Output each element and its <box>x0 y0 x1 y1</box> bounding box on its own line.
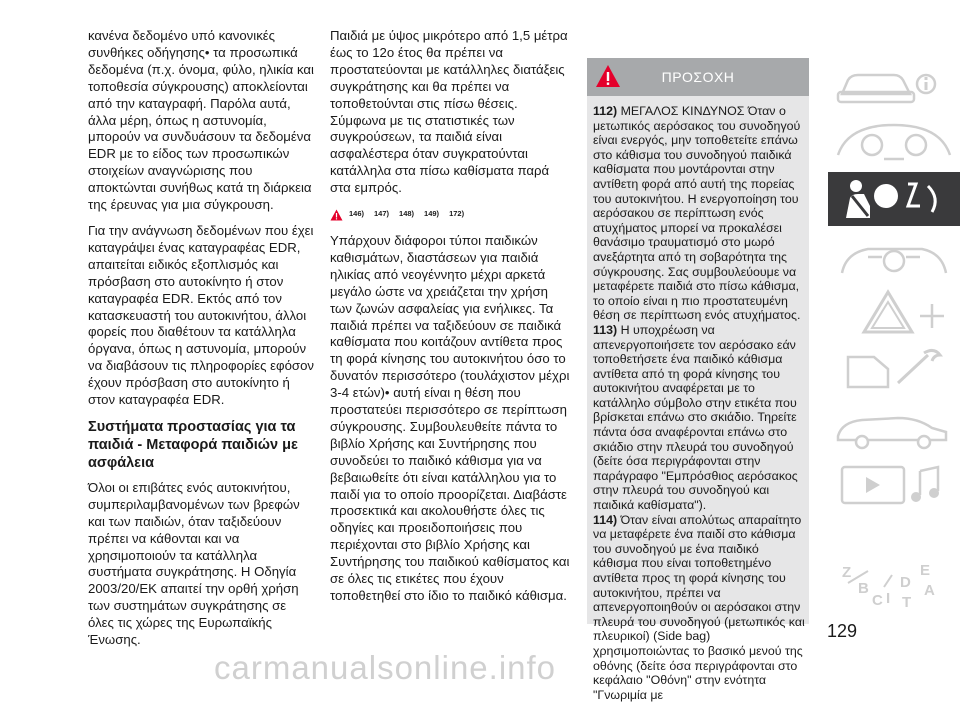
tab-car-info[interactable] <box>828 58 960 112</box>
tab-dashboard[interactable] <box>828 115 960 169</box>
paragraph: Υπάρχουν διάφοροι τύποι παιδικών καθισμάτων, διαστάσεων για παιδιά ηλικίας από νεογέννητο μέχρι αρκετά μεγάλο ώστε να χρειάζεται την χρήση των ζωνών ασφαλείας για ενήλικες. Τα παιδιά πρέπει να ταξιδεύουν σε παιδικά καθίσματα που κοιτάζουν αντίθετα προς τη φορά κίνησης του αυτοκινήτου όσο το δυνατόν περισσότερο (τουλάχιστον μέχρι 3-4 ετών)• αυτή είναι η θέση που προστατεύει περισσότερο σε περίπτωση σύγκρουσης. Συμβουλευθείτε πάντα το βιβλίο Χρήσης και Συντήρησης που συνοδεύει το παιδικό κάθισμα για να βεβαιωθείτε ότι είναι κατάλληλου για το παιδί για το οποίο προορίζεται. Διαβάστε προσεκτικά και ακολουθήστε όλες τις οδηγίες και προειδοποιήσεις που περιέχονται στο βιβλίο Χρήσης και Συντήρησης του παιδικού καθίσματος και σε όλες τις ετικέτες που έχουν τοποθετηθεί στο ίδιο το παιδικό κάθισμα. <box>330 232 570 603</box>
tab-technical-data[interactable] <box>828 400 960 454</box>
warning-number: 113) <box>593 322 618 337</box>
svg-text:B: B <box>858 580 869 597</box>
watermark: carmanualsonline.info <box>214 649 557 686</box>
svg-text:E: E <box>920 562 931 579</box>
svg-text:C: C <box>872 592 883 609</box>
warning-item: Η υποχρέωση να απενεργοποιήσετε τον αερόσακο εάν τοποθετήσετε ένα παιδικό κάθισμα αντίθετα από τη φορά κίνησης του αυτοκινήτου αναφέρεται με το κατάλληλο σύμβολο στην ετικέτα που βρίσκεται επάνω στο σκιάδιο. Τηρείτε πάντα όσα αναφέρονται επάνω στο σκιάδιο στην πλευρά του συνοδηγού (δείτε όσα περιγράφονται στην παράγραφο "Εμπρόσθιος αερόσακος στην πλευρά του συνοδηγού και παιδικά καθίσματα"). <box>593 322 798 513</box>
reference-number[interactable]: 148) <box>399 209 415 219</box>
technical-data-icon <box>828 400 960 454</box>
page-number: 129 <box>827 621 858 641</box>
warning-item: ΜΕΓΑΛΟΣ ΚΙΝΔΥΝΟΣ Όταν ο μετωπικός αερόσακος του συνοδηγού είναι ενεργός, μην τοποθετείτε επάνω στο κάθισμα του συνοδηγού παιδικά καθίσματα που μοντάρονται στην αντίθετη φορά από αυτή της πορείας του αυτοκινήτου. Η ενεργοποίηση του αερόσακου σε περίπτωση ενός ατυχήματος μπορεί να προκαλέσει θανάσιμο τραυματισμό στο μωρό ανεξάρτητα από τη σοβαρότητα της σύγκρουσης. Σας συμβουλεύουμε να μεταφέρετε παιδιά στο πίσω κάθισμα, το οποίο είναι η πιο προστατευμένη θέση σε περίπτωση ενός ατυχήματος. <box>593 104 801 323</box>
tab-multimedia[interactable] <box>828 457 960 511</box>
warning-triangle-icon <box>828 286 960 340</box>
warning-triangle-icon <box>330 209 343 221</box>
tab-maintenance[interactable] <box>828 343 960 397</box>
warning-item: Όταν είναι απολύτως απαραίτητο να μεταφέρετε ένα παιδί στο κάθισμα του συνοδηγού με ένα παιδικό κάθισμα που είναι τοποθετημένο αντίθετα προς τη φορά κίνησης του αυτοκινήτου, πρέπει να απενεργοποιηθούν οι αερόσακοι στην πλευρά του συνοδηγού (μετωπικός και πλευρικοί) (Side bag) χρησιμοποιώντας το βασικό μενού της οθόνης (δείτε όσα περιγράφονται στο κεφάλαιο "Οθόνη" στην ενότητα "Γνωριμία με <box>593 512 805 702</box>
paragraph: Παιδιά με ύψος μικρότερο από 1,5 μέτρα έως το 12ο έτος θα πρέπει να προστατεύονται με κατάλληλες διατάξεις συγκράτησης και θα πρέπει να τοποθετούνται στις πίσω θέσεις. Σύμφωνα με τις στατιστικές των συγκρούσεων, τα παιδιά είναι ασφαλέστερα όταν συγκρατούνται κατάλληλα στα πίσω καθίσματα παρά στα εμπρός. <box>330 28 568 196</box>
index-icon <box>828 553 960 619</box>
warning-header <box>587 58 809 96</box>
svg-text:T: T <box>902 594 912 611</box>
paragraph: Για την ανάγνωση δεδομένων που έχει καταγράψει ένας καταγραφέας EDR, απαιτείται ειδικός εξοπλισμός και πρόσβαση στο αυτοκίνητο ή στον καταγραφέα EDR. Εκτός από τον κατασκευαστή του αυτοκινήτου, άλλοι φορείς που διαθέτουν τα κατάλληλα όργανα, όπως η αστυνομία, μπορούν να διαβάσουν τις πληροφορίες εφόσον έχουν πρόσβαση στο αυτοκίνητο ή στον καταγραφέα EDR. <box>88 222 314 408</box>
warning-text <box>593 104 805 702</box>
maintenance-icon <box>828 343 960 397</box>
svg-text:A: A <box>924 582 935 599</box>
car-info-icon <box>828 58 960 112</box>
paragraph: κανένα δεδομένο υπό κανονικές συνθήκες οδήγησης• τα προσωπικά δεδομένα (π.χ. όνομα, φύλο, ηλικία και τοποθεσία σύγκρουσης) αποκλείονται από την καταγραφή. Παρόλα αυτά, άλλα μέρη, όπως η αστυνομία, μπορούν να συνδυάσουν τα δεδομένα EDR με το είδος των προσωπικών στοιχείων αναγνώρισης που αποκτώνται συνήθως κατά τη διάρκεια της έρευνας για μια σύγκρουση. <box>88 28 314 213</box>
tab-emergency[interactable] <box>828 286 960 340</box>
warning-title: ΠΡΟΣΟΧΗ <box>661 69 735 85</box>
tab-safety[interactable] <box>828 172 960 226</box>
seatbelt-airbag-icon <box>828 172 960 226</box>
reference-number[interactable]: 172) <box>449 209 465 219</box>
reference-number[interactable]: 147) <box>374 209 390 219</box>
warning-number: 114) <box>593 512 618 527</box>
warning-number: 112) <box>593 104 618 118</box>
svg-text:D: D <box>900 574 911 591</box>
reference-number[interactable]: 146) <box>349 209 365 219</box>
svg-text:Z: Z <box>842 564 852 581</box>
tab-index[interactable] <box>828 553 960 619</box>
tab-starting-driving[interactable] <box>828 229 960 283</box>
svg-text:I: I <box>886 590 891 607</box>
section-heading: Συστήματα προστασίας για τα παιδιά - Μεταφορά παιδιών με ασφάλεια <box>88 418 298 471</box>
engine-start-icon <box>828 229 960 283</box>
paragraph: Όλοι οι επιβάτες ενός αυτοκινήτου, συμπεριλαμβανομένων των βρεφών και των παιδιών, όταν ταξιδεύουν πρέπει να κάθονται και να χρησιμοποιούν τα κατάλληλα συστήματα συγκράτησης. Η Οδηγία 2003/20/ΕΚ απαιτεί την ορθή χρήση των συστημάτων συγκράτησης σε όλες τις χώρες της Ευρωπαϊκής Ένωσης. <box>88 479 300 648</box>
reference-number[interactable]: 149) <box>424 209 440 219</box>
dashboard-icon <box>828 115 960 169</box>
text-column-middle <box>330 28 570 614</box>
warning-references <box>330 206 570 223</box>
multimedia-icon <box>828 457 960 511</box>
text-column-left <box>88 28 314 658</box>
